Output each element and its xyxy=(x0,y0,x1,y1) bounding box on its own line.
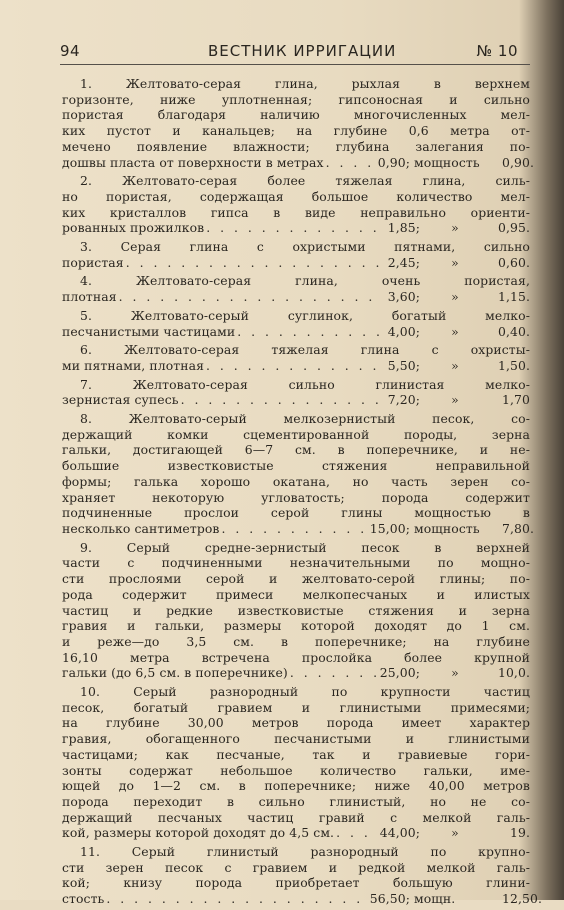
text-line xyxy=(62,123,530,139)
description-text: сти зерен песок с гравием и редкой мелкой галь- xyxy=(62,859,530,875)
description-text: ми пятнами, плотная xyxy=(62,357,204,373)
stratum-entry xyxy=(62,411,535,537)
description-text: несколько сантиметров xyxy=(62,520,220,536)
description-text: ких кристаллов гипса в виде неправильно ориенти- xyxy=(62,204,530,220)
text-line xyxy=(62,205,530,221)
thickness-label: » xyxy=(451,825,459,841)
dot-leader xyxy=(326,155,372,171)
text-line xyxy=(62,173,530,189)
thickness-value: 0,60. xyxy=(497,254,530,270)
description-text: формы; галька хорошо окатана, но часть зерен со- xyxy=(62,473,530,489)
text-line xyxy=(62,342,530,358)
measurement-line xyxy=(62,825,530,841)
text-line xyxy=(62,442,530,458)
text-line xyxy=(62,411,530,427)
description-text: 11. Серый глинистый разнородный по крупно- xyxy=(80,844,530,860)
thickness-value: 0,40. xyxy=(497,323,530,339)
description-text: 3. Серая глина с охристыми пятнами, сильно xyxy=(80,239,530,255)
dot-leader xyxy=(290,665,378,681)
thickness-value: 1,70 xyxy=(502,392,530,408)
description-text: песок, богатый гравием и глинистыми примесями; xyxy=(62,699,530,715)
description-text: 16,10 метра встречена прослойка более крупной xyxy=(62,649,530,665)
journal-title: ВЕСТНИК ИРРИГАЦИИ xyxy=(208,42,397,60)
description-text: сти прослоями серой и желтовато-серой глины; по- xyxy=(62,571,530,587)
stratum-entry xyxy=(62,377,530,408)
stratum-entry xyxy=(62,273,530,304)
description-text: кой, размеры которой доходят до 4,5 см. xyxy=(62,825,335,841)
stratum-entry xyxy=(62,342,530,373)
stratum-entry xyxy=(62,239,530,270)
thickness-value: 1,50. xyxy=(497,357,530,373)
depth-value: 25,00; xyxy=(379,665,420,681)
measurement-line xyxy=(62,665,530,681)
dot-leader xyxy=(237,324,382,340)
thickness-label: » xyxy=(451,220,459,236)
measurement-line xyxy=(62,324,530,340)
description-text: 7. Желтовато-серая сильно глинистая мелко- xyxy=(80,376,530,392)
thickness-value: 0,95. xyxy=(497,220,530,236)
thickness-label: » xyxy=(451,392,459,408)
description-text: гравия, обогащенного песчанистыми и глинистыми xyxy=(62,731,530,747)
measurement-line xyxy=(62,358,530,374)
description-text: пористая благодаря наличию многочисленных мел- xyxy=(62,107,530,123)
description-text: держащий песчаных частиц гравий с мелкой галь- xyxy=(62,809,530,825)
description-text: мечено появление влажности; глубина залегания по- xyxy=(62,138,530,154)
description-text: частицами; как песчаные, так и гравиевые гори- xyxy=(62,746,530,762)
depth-value: 56,50; xyxy=(369,891,410,907)
description-text: подчиненные прослои серой глины мощностью в xyxy=(62,505,530,521)
description-text: дошвы пласта от поверхности в метрах xyxy=(62,154,324,170)
depth-value: 2,45; xyxy=(387,254,420,270)
description-text: 2. Желтовато-серая более тяжелая глина, силь- xyxy=(80,173,530,189)
description-text: кой; книзу порода приобретает большую глини- xyxy=(62,875,530,891)
description-text: храняет некоторую угловатость; порода содержит xyxy=(62,489,530,505)
text-line xyxy=(62,139,530,155)
measurement-line xyxy=(62,255,530,271)
depth-value: 4,00; xyxy=(387,323,420,339)
text-line xyxy=(62,700,530,716)
dot-leader xyxy=(336,825,378,841)
text-line xyxy=(62,684,530,700)
text-line xyxy=(62,377,530,393)
depth-value: 0,90; xyxy=(377,154,410,170)
stratum-entry xyxy=(62,76,535,170)
description-text: частиц и редкие известковистые стяжения и зерна xyxy=(62,602,530,618)
description-text: горизонте, ниже уплотненная; гипсоносная и сильно xyxy=(62,91,530,107)
depth-value: 3,60; xyxy=(387,289,420,305)
measurement-line xyxy=(62,520,535,537)
thickness-value: 7,80. xyxy=(502,520,535,536)
stratum-entry xyxy=(62,173,530,236)
measurement-line xyxy=(62,891,543,907)
text-line xyxy=(62,731,530,747)
thickness-label: мощность xyxy=(414,154,480,170)
text-line xyxy=(62,603,530,619)
description-text: пористая xyxy=(62,254,124,270)
description-text: большие известковистые стяжения неправильной xyxy=(62,458,530,474)
thickness-value: 10,0. xyxy=(497,665,530,681)
text-line xyxy=(62,810,530,826)
thickness-value: 0,90. xyxy=(502,154,535,170)
measurement-line xyxy=(62,220,530,236)
text-line xyxy=(62,490,530,506)
text-line xyxy=(62,778,530,794)
thickness-value: 1,15. xyxy=(497,289,530,305)
header-rule xyxy=(60,64,530,65)
running-header xyxy=(60,42,530,64)
description-text: гравия и гальки, размеры которой доходят до 1 см. xyxy=(62,618,530,634)
description-text: гальки, достигающей 6—7 см. в поперечнике, и не- xyxy=(62,442,530,458)
depth-value: 1,85; xyxy=(387,220,420,236)
description-text: но пористая, содержащая большое количество мел- xyxy=(62,188,530,204)
text-line xyxy=(62,763,530,779)
thickness-label: » xyxy=(451,665,459,681)
text-line xyxy=(62,540,530,556)
text-line xyxy=(62,794,530,810)
description-text: гальки (до 6,5 см. в поперечнике) xyxy=(62,665,288,681)
description-text: на глубине 30,00 метров порода имеет характер xyxy=(62,715,530,731)
description-text: рода содержит примеси мелкопесчаных и илистых xyxy=(62,586,530,602)
stratum-list xyxy=(62,76,543,910)
stratum-entry xyxy=(62,684,530,841)
depth-value: 44,00; xyxy=(379,825,420,841)
text-line xyxy=(62,189,530,205)
text-line xyxy=(62,308,530,324)
description-text: 1. Желтовато-серая глина, рыхлая в верхнем xyxy=(80,76,530,91)
description-text: 6. Желтовато-серая тяжелая глина с охристы- xyxy=(80,342,530,358)
thickness-label: » xyxy=(451,254,459,270)
text-line xyxy=(62,860,530,876)
text-line xyxy=(62,587,530,603)
dot-leader xyxy=(206,358,382,374)
description-text: зернистая супесь xyxy=(62,392,179,408)
text-line xyxy=(62,844,530,860)
depth-value: 7,20; xyxy=(387,392,420,408)
measurement-line xyxy=(62,154,535,171)
text-line xyxy=(62,650,530,666)
text-line xyxy=(62,239,530,255)
dot-leader xyxy=(222,521,368,537)
description-text: плотная xyxy=(62,289,117,305)
thickness-label: » xyxy=(451,289,459,305)
thickness-label: » xyxy=(451,323,459,339)
text-line xyxy=(62,875,530,891)
description-text: держащий комки сцементированной породы, зерна xyxy=(62,426,530,442)
description-text: 5. Желтовато-серый суглинок, богатый мелко- xyxy=(80,307,530,323)
text-line xyxy=(62,92,530,108)
text-line xyxy=(62,715,530,731)
description-text: 9. Серый средне-зернистый песок в верхней xyxy=(80,539,530,555)
text-line xyxy=(62,458,530,474)
thickness-value: 19. xyxy=(509,825,530,841)
text-line xyxy=(62,505,530,521)
depth-value: 5,50; xyxy=(387,357,420,373)
text-line xyxy=(62,76,530,92)
thickness-label: мощн. xyxy=(414,891,456,907)
description-text: песчанистыми частицами xyxy=(62,323,236,339)
text-line xyxy=(62,618,530,634)
description-text: стость xyxy=(62,891,105,907)
description-text: 8. Желтовато-серый мелкозернистый песок, со- xyxy=(80,411,530,427)
dot-leader xyxy=(106,891,367,907)
stratum-entry xyxy=(62,844,543,907)
thickness-label: мощность xyxy=(414,520,480,536)
description-text: порода переходит в сильно глинистый, но не со- xyxy=(62,793,530,809)
depth-value: 15,00; xyxy=(369,520,410,536)
stratum-entry xyxy=(62,540,530,681)
description-text: ких пустот и канальцев; на глубине 0,6 метра от- xyxy=(62,123,530,139)
description-text: зонты содержат небольшое количество гальки, име- xyxy=(62,762,530,778)
measurement-line xyxy=(62,289,530,305)
text-line xyxy=(62,273,530,289)
text-line xyxy=(62,571,530,587)
text-line xyxy=(62,634,530,650)
text-line xyxy=(62,555,530,571)
dot-leader xyxy=(181,392,382,408)
text-line xyxy=(62,747,530,763)
dot-leader xyxy=(206,220,382,236)
description-text: части с подчиненными незначительными по мощно- xyxy=(62,555,530,571)
thickness-label: » xyxy=(451,357,459,373)
description-text: 4. Желтовато-серая глина, очень пористая, xyxy=(80,273,530,289)
text-line xyxy=(62,427,530,443)
description-text: 10. Серый разнородный по крупности частиц xyxy=(80,684,530,700)
measurement-line xyxy=(62,392,530,408)
description-text: рованных прожилков xyxy=(62,220,205,236)
issue-number: № 10 xyxy=(476,42,518,60)
text-line xyxy=(62,474,530,490)
stratum-entry xyxy=(62,308,530,339)
description-text: ющей до 1—2 см. в поперечнике; ниже 40,00 метров xyxy=(62,778,530,794)
description-text: и реже—до 3,5 см. в поперечнике; на глубине xyxy=(62,633,530,649)
page-number: 94 xyxy=(60,42,81,60)
dot-leader xyxy=(126,255,382,271)
text-line xyxy=(62,107,530,123)
dot-leader xyxy=(119,289,382,305)
thickness-value: 12,50. xyxy=(502,891,543,907)
